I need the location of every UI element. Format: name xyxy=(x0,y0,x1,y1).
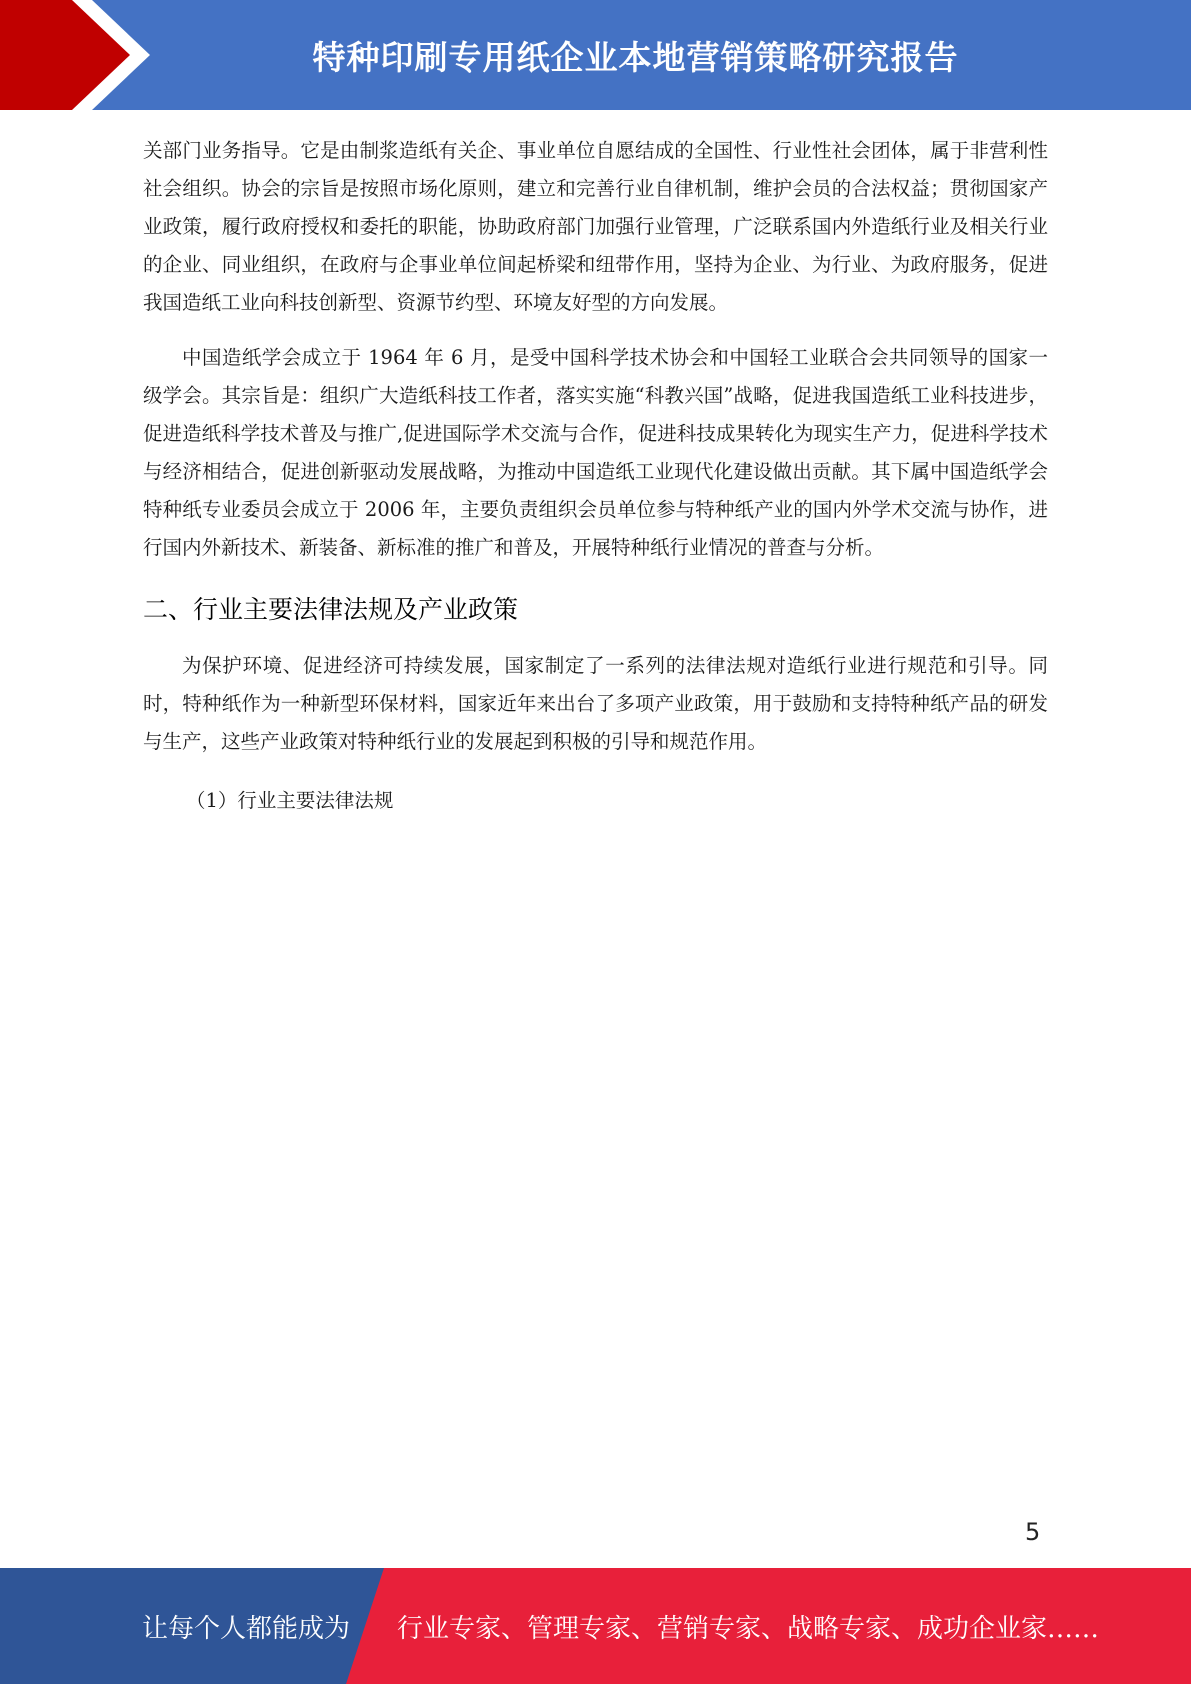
subheading: （1）行业主要法律法规 xyxy=(186,789,394,812)
header-banner xyxy=(0,0,1191,110)
document-body xyxy=(143,132,1048,819)
body-paragraph: 关部门业务指导。它是由制浆造纸有关企、事业单位自愿结成的全国性、行业性社会团体，属于非营利性社会组织。协会的宗旨是按照市场化原则，建立和完善行业自律机制，维护会员的合法权益；贯彻国家产业政策，履行政府授权和委托的职能，协助政府部门加强行业管理，广泛联系国内外造纸行业及相关行业的企业、同业组织，在政府与企事业单位间起桥梁和纽带作用，坚持为企业、为行业、为政府服务，促进我国造纸工业向科技创新型、资源节约型、环境友好型的方向发展。 xyxy=(143,139,1048,314)
body-paragraph: 中国造纸学会成立于 1964 年 6 月，是受中国科学技术协会和中国轻工业联合会共同领导的国家一级学会。其宗旨是：组织广大造纸科技工作者，落实实施“科教兴国”战略，促进我国造纸工业科技进步，促进造纸科学技术普及与推广,促进国际学术交流与合作，促进科技成果转化为现实生产力，促进科学技术与经济相结合，促进创新驱动发展战略，为推动中国造纸工业现代化建设做出贡献。其下属中国造纸学会特种纸专业委员会成立于 2006 年，主要负责组织会员单位参与特种纸产业的国内外学术交流与协作，进行国内外新技术、新装备、新标准的推广和普及，开展特种纸行业情况的普查与分析。 xyxy=(143,346,1048,559)
body-paragraph: 为保护环境、促进经济可持续发展，国家制定了一系列的法律法规对造纸行业进行规范和引导。同时，特种纸作为一种新型环保材料，国家近年来出台了多项产业政策，用于鼓励和支持特种纸产品的研发与生产，这些产业政策对特种纸行业的发展起到积极的引导和规范作用。 xyxy=(143,654,1048,753)
footer-slogan-left: 让每个人都能成为 xyxy=(142,1613,351,1644)
section-title: 二、行业主要法律法规及产业政策 xyxy=(143,595,519,624)
footer-slogan-right: 行业专家、管理专家、营销专家、战略专家、成功企业家…… xyxy=(397,1613,1100,1644)
footer-banner xyxy=(0,1568,1191,1684)
header-title: 特种印刷专用纸企业本地营销策略研究报告 xyxy=(312,37,959,77)
page-number: 5 xyxy=(1025,1518,1041,1546)
